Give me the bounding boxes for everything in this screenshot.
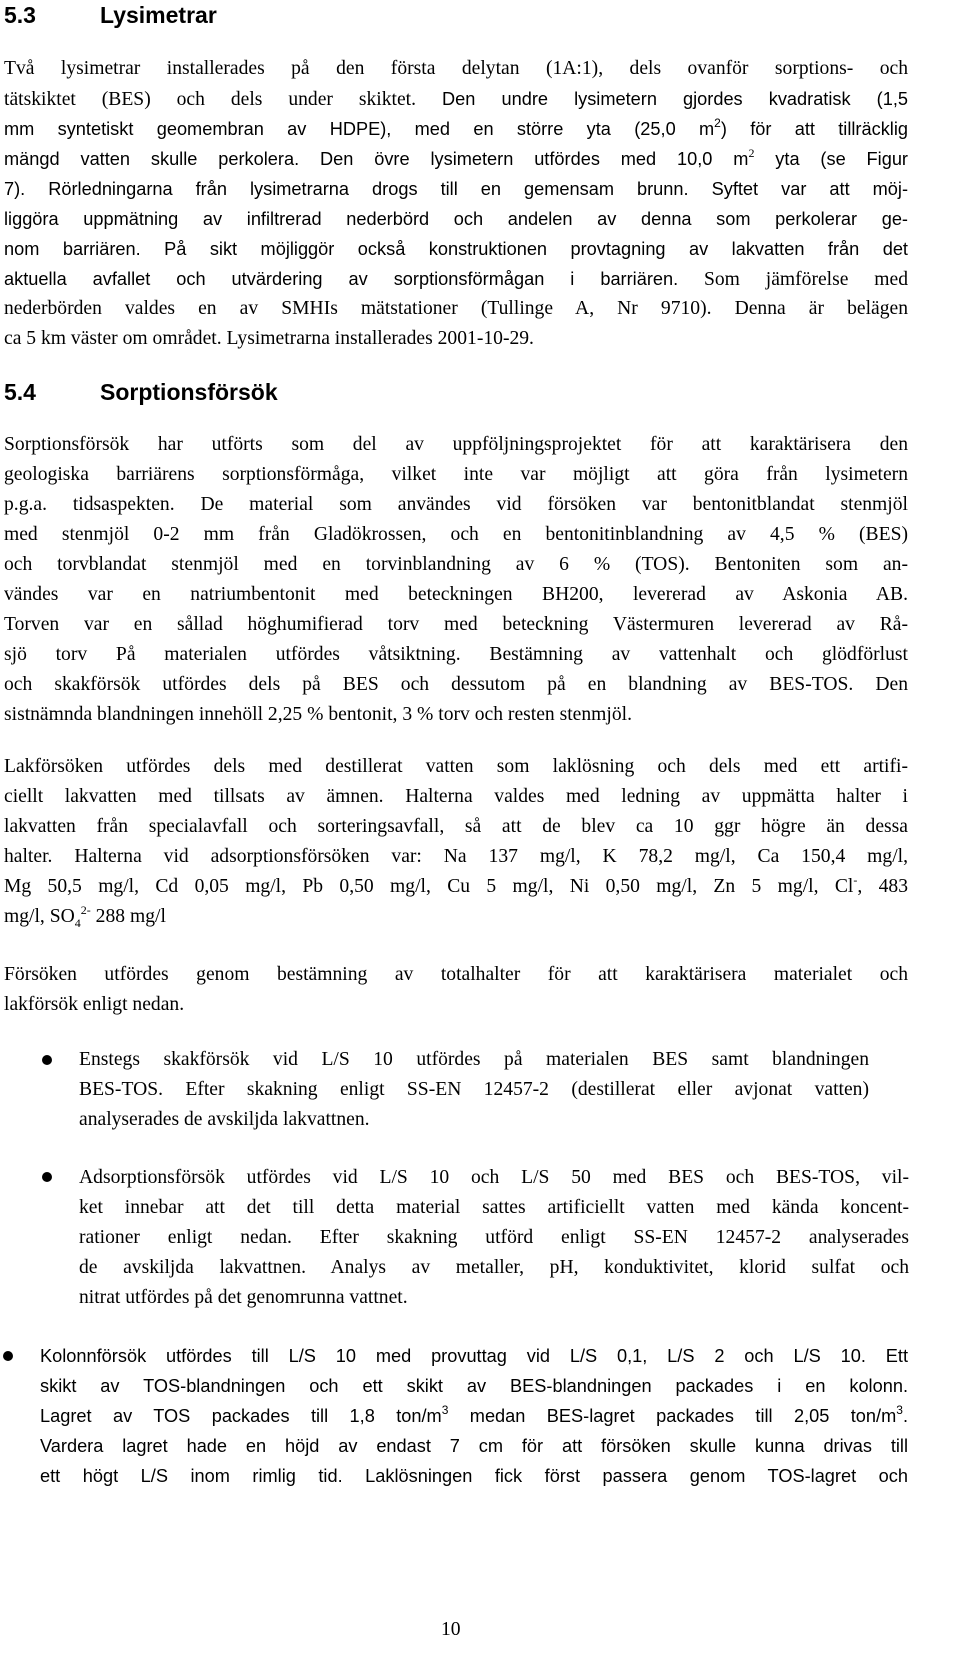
sorptionsforsok-paragraph bbox=[4, 430, 908, 730]
bullet-item-kolonnforsok bbox=[40, 1341, 908, 1491]
text-line: liggöra uppmätning av infiltrerad nederbörd och andelen av denna som perkolerar ge- bbox=[4, 209, 908, 229]
text-line: mängd vatten skulle perkolera. Den övre lysimetern utfördes med 10,0 $m^2$ yta (se Figur bbox=[4, 146, 908, 169]
section-number: 5.4 bbox=[4, 379, 36, 405]
lakforsok-paragraph bbox=[4, 752, 908, 932]
text-line: Försöken utfördes genom bestämning av totalhalter för att karaktärisera materialet och bbox=[4, 964, 908, 985]
bullet-icon bbox=[3, 1351, 13, 1361]
text-line: Enstegs skakförsök vid L/S 10 utfördes på materialen BES samt blandningen bbox=[79, 1049, 869, 1070]
forsok-intro-paragraph bbox=[4, 960, 908, 1020]
text-line: aktuella avfallet och utvärdering av sorptionsförmågan i barriären. Som jämförelse med bbox=[4, 269, 908, 290]
text-line: Adsorptionsförsök utfördes vid L/S 10 och L/S 50 med BES och BES-TOS, vil- bbox=[79, 1167, 909, 1188]
text-line: Lagret av TOS packades till 1,8 ton/$m^3$ medan BES-lagret packades till 2,05 ton/$m^3$. bbox=[40, 1403, 908, 1426]
text-line: mm syntetiskt geomembran av HDPE), med en större yta (25,0 $m^2$) för att tillräcklig bbox=[4, 116, 908, 139]
section-title: Sorptionsförsök bbox=[100, 379, 278, 405]
text-line: med stenmjöl 0-2 mm från Gladökrossen, och en bentonitinblandning av 4,5 % (BES) bbox=[4, 524, 908, 545]
text-line: ket innebar att det till detta material sattes artificiellt vatten med kända koncent- bbox=[79, 1197, 909, 1218]
lysimetrar-paragraph bbox=[4, 54, 908, 354]
text-line: halter. Halterna vid adsorptionsförsöken var: Na 137 mg/l, K 78,2 mg/l, Ca 150,4 mg/l, bbox=[4, 846, 908, 867]
text-line: nitrat utfördes på det genomrunna vattnet. bbox=[79, 1287, 408, 1308]
text-line: lakförsök enligt nedan. bbox=[4, 994, 185, 1015]
text-line: 7). Rörledningarna från lysimetrarna drogs till en gemensam brunn. Syftet var att möj- bbox=[4, 179, 909, 199]
text-line: ciellt lakvatten med tillsats av ämnen. Halterna valdes med ledning av uppmätta halter i bbox=[4, 786, 908, 807]
text-line: Torven var en sållad höghumifierad torv med beteckning Västermuren levererad av Rå- bbox=[4, 614, 908, 635]
text-line: Sorptionsförsök har utförts som del av uppföljningsprojektet för att karaktärisera den bbox=[4, 434, 908, 455]
text-line: nederbörden valdes en av SMHIs mätstationer (Tullinge A, Nr 9710). Denna är belägen bbox=[4, 298, 908, 319]
text-line: Vardera lagret hade en höjd av endast 7 cm för att försöken skulle kunna drivas till bbox=[40, 1436, 908, 1456]
section-title: Lysimetrar bbox=[100, 2, 217, 28]
text-line: mg/l, $SO_4^{2-}$ 288 mg/l bbox=[4, 903, 166, 930]
section-heading-5-4 bbox=[4, 379, 278, 405]
bullet-icon bbox=[42, 1055, 52, 1065]
text-line: Mg 50,5 mg/l, Cd 0,05 mg/l, Pb 0,50 mg/l, Cu 5 mg/l, Ni 0,50 mg/l, Zn 5 mg/l, Cl-, 483 bbox=[4, 873, 908, 897]
text-line: geologiska barriärens sorptionsförmåga, vilket inte var möjligt att göra från lysimetern bbox=[4, 464, 908, 485]
text-line: p.g.a. tidsaspekten. De material som användes vid försöken var bentonitblandat stenmjöl bbox=[4, 494, 908, 515]
text-line: ca 5 km väster om området. Lysimetrarna installerades 2001-10-29. bbox=[4, 328, 534, 349]
text-line: sjö torv På materialen utfördes våtsiktning. Bestämning av vattenhalt och glödförlust bbox=[4, 644, 908, 665]
text-line: lakvatten från specialavfall och sorteringsavfall, så att de blev ca 10 ggr högre än dessa bbox=[4, 816, 908, 837]
text-line: analyserades de avskiljda lakvattnen. bbox=[79, 1109, 370, 1130]
text-line: BES-TOS. Efter skakning enligt SS-EN 12457-2 (destillerat eller avjonat vatten) bbox=[79, 1079, 869, 1100]
bullet-icon bbox=[42, 1172, 52, 1182]
section-heading-5-3 bbox=[4, 2, 217, 28]
text-line: rationer enligt nedan. Efter skakning utförd enligt SS-EN 12457-2 analyserades bbox=[79, 1227, 909, 1248]
text-line: nom barriären. På sikt möjliggör också konstruktionen provtagning av lakvatten från det bbox=[4, 239, 908, 259]
page-number: 10 bbox=[441, 1619, 461, 1640]
text-line: tätskiktet (BES) och dels under skiktet. Den undre lysimetern gjordes kvadratisk (1,5 bbox=[4, 89, 908, 110]
text-line: de avskiljda lakvattnen. Analys av metaller, pH, konduktivitet, klorid sulfat och bbox=[79, 1257, 909, 1278]
bullet-item-adsorptionsforsok bbox=[79, 1163, 909, 1313]
text-line: sistnämnda blandningen innehöll 2,25 % bentonit, 3 % torv och resten stenmjöl. bbox=[4, 704, 632, 725]
text-line: vändes var en natriumbentonit med beteckningen BH200, levererad av Askonia AB. bbox=[4, 584, 908, 605]
text-line: och skakförsök utfördes dels på BES och dessutom på en blandning av BES-TOS. Den bbox=[4, 674, 908, 695]
text-line: och torvblandat stenmjöl med en torvinblandning av 6 % (TOS). Bentoniten som an- bbox=[4, 554, 908, 575]
bullet-item-skakforsok bbox=[79, 1045, 869, 1135]
text-line: Två lysimetrar installerades på den första delytan (1A:1), dels ovanför sorptions- och bbox=[4, 58, 908, 79]
text-line: Kolonnförsök utfördes till L/S 10 med provuttag vid L/S 0,1, L/S 2 och L/S 10. Ett bbox=[40, 1346, 908, 1366]
section-number: 5.3 bbox=[4, 2, 36, 28]
text-line: skikt av TOS-blandningen och ett skikt av BES-blandningen packades i en kolonn. bbox=[40, 1376, 908, 1396]
text-line: ett högt L/S inom rimlig tid. Laklösningen fick först passera genom TOS-lagret och bbox=[40, 1466, 908, 1486]
text-line: Lakförsöken utfördes dels med destillerat vatten som laklösning och dels med ett artifi- bbox=[4, 756, 908, 777]
